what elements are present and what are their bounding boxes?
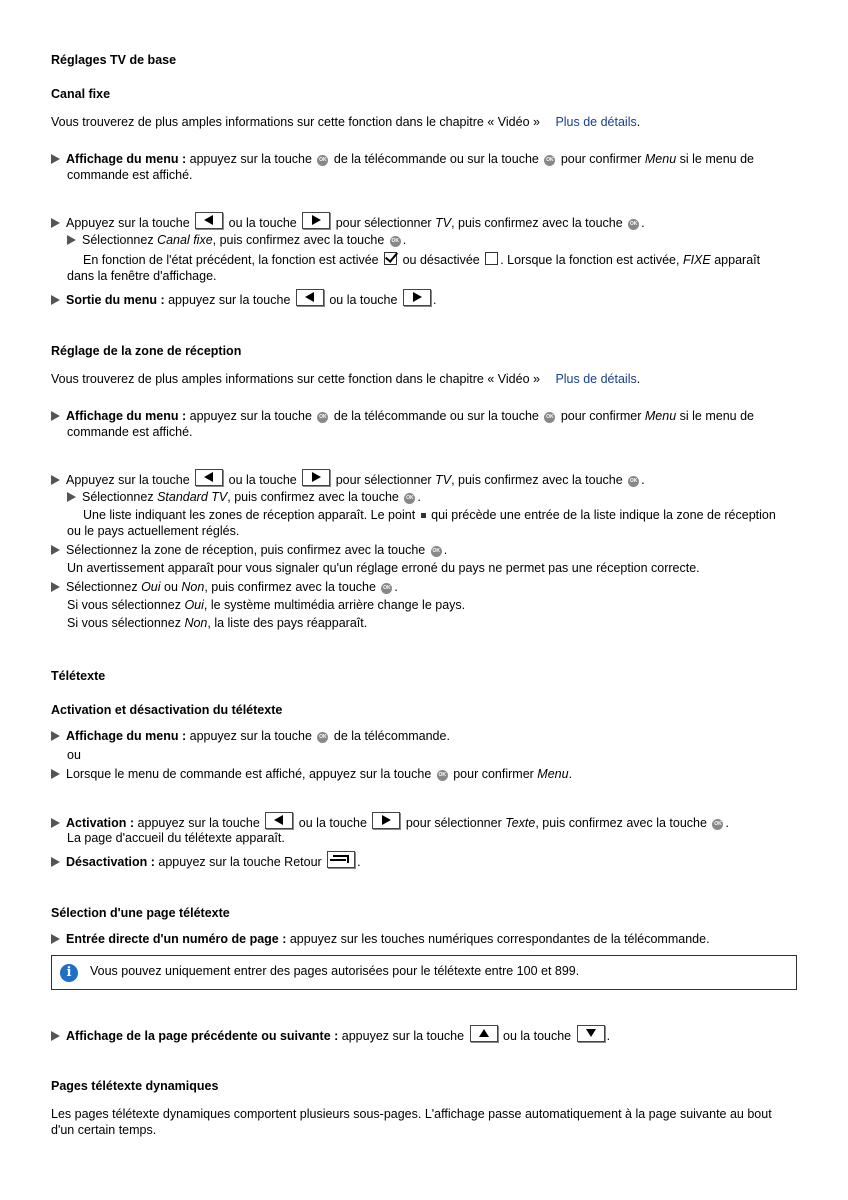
left-arrow-key-icon: [265, 812, 293, 829]
bullet-arrow-icon: [51, 475, 60, 485]
ok-button-icon: OK: [404, 493, 415, 504]
step-menu-display: Affichage du menu : appuyez sur la touche OK de la télécommande.: [51, 728, 450, 744]
right-arrow-key-icon: [302, 212, 330, 229]
ok-button-icon: OK: [628, 476, 639, 487]
left-arrow-key-icon: [296, 289, 324, 306]
more-details-link[interactable]: Plus de détails: [555, 372, 637, 386]
subsection-title: Pages télétexte dynamiques: [51, 1079, 219, 1093]
section-title: Réglage de la zone de réception: [51, 344, 242, 358]
left-arrow-key-icon: [195, 212, 223, 229]
dynamic-paragraph-continuation: d'un certain temps.: [51, 1123, 157, 1137]
ok-button-icon: OK: [317, 732, 328, 743]
right-arrow-key-icon: [372, 812, 400, 829]
ok-button-icon: OK: [712, 819, 723, 830]
step-prev-next-page: Affichage de la page précédente ou suivante : appuyez sur la touche ou la touche .: [51, 1025, 610, 1044]
bullet-arrow-icon: [51, 411, 60, 421]
ok-button-icon: OK: [431, 546, 442, 557]
up-arrow-key-icon: [470, 1025, 498, 1042]
step-menu-display: Affichage du menu : appuyez sur la touche OK de la télécommande ou sur la touche OK pour confirmer Menu si le menu de: [51, 408, 754, 424]
back-key-icon: [327, 851, 355, 868]
if-no-text: Si vous sélectionnez Non, la liste des pays réapparaît.: [67, 616, 368, 630]
bullet-arrow-icon: [51, 295, 60, 305]
section-title: Télétexte: [51, 669, 106, 683]
more-details-link[interactable]: Plus de détails: [555, 115, 637, 129]
step-exit-menu: Sortie du menu : appuyez sur la touche ou la touche .: [51, 289, 436, 308]
or-text: ou: [67, 748, 81, 762]
bullet-arrow-icon: [51, 934, 60, 944]
step-continuation: commande est affiché.: [67, 168, 193, 182]
info-box: [51, 955, 797, 990]
step-direct-entry: Entrée directe d'un numéro de page : appuyez sur les touches numériques correspondantes de la télécommande.: [51, 931, 710, 947]
bullet-arrow-icon: [51, 154, 60, 164]
warning-text: Un avertissement apparaît pour vous signaler qu'un réglage erroné du pays ne permet pas une réception correcte.: [67, 561, 700, 575]
bullet-arrow-icon: [51, 582, 60, 592]
checkbox-checked-icon: [384, 252, 397, 265]
bullet-arrow-icon: [51, 731, 60, 741]
ok-button-icon: OK: [390, 236, 401, 247]
substep-standard-tv: Sélectionnez Standard TV, puis confirmez avec la touche OK .: [67, 489, 421, 505]
ok-button-icon: OK: [544, 155, 555, 166]
bullet-arrow-icon: [51, 818, 60, 828]
bullet-arrow-icon: [51, 769, 60, 779]
step-activation: Activation : appuyez sur la touche ou la touche pour sélectionner Texte, puis confirmez avec la touche OK .: [51, 812, 729, 831]
step-yes-no: Sélectionnez Oui ou Non, puis confirmez avec la touche OK .: [51, 579, 398, 595]
state-continuation: dans la fenêtre d'affichage.: [67, 269, 217, 283]
down-arrow-key-icon: [577, 1025, 605, 1042]
ok-button-icon: OK: [317, 155, 328, 166]
checkbox-empty-icon: [485, 252, 498, 265]
bullet-arrow-icon: [67, 492, 76, 502]
section-title: Réglages TV de base: [51, 53, 177, 67]
step-menu-display: Affichage du menu : appuyez sur la touche OK de la télécommande ou sur la touche OK pour confirmer Menu si le menu de: [51, 151, 754, 167]
ok-button-icon: OK: [381, 583, 392, 594]
ok-button-icon: OK: [317, 412, 328, 423]
intro-text: Vous trouverez de plus amples informations sur cette fonction dans le chapitre « Vidéo »: [51, 115, 540, 129]
state-description: En fonction de l'état précédent, la fonction est activée ou désactivée . Lorsque la fonction est activée, FIXE apparaît: [83, 253, 761, 267]
step-deactivation: Désactivation : appuyez sur la touche Retour .: [51, 851, 361, 870]
list-continuation: ou le pays actuellement réglés.: [67, 524, 240, 538]
right-arrow-key-icon: [302, 469, 330, 486]
ok-button-icon: OK: [437, 770, 448, 781]
left-arrow-key-icon: [195, 469, 223, 486]
bullet-arrow-icon: [51, 545, 60, 555]
bullet-arrow-icon: [51, 218, 60, 228]
substep-fixed-channel: Sélectionnez Canal fixe, puis confirmez avec la touche OK .: [67, 232, 406, 248]
step-select-tv: Appuyez sur la touche ou la touche pour sélectionner TV, puis confirmez avec la touche OK .: [51, 469, 645, 488]
step-select-zone: Sélectionnez la zone de réception, puis confirmez avec la touche OK .: [51, 542, 447, 558]
step-confirm-menu: Lorsque le menu de commande est affiché, appuyez sur la touche OK pour confirmer Menu.: [51, 766, 572, 782]
step-select-tv: Appuyez sur la touche ou la touche pour sélectionner TV, puis confirmez avec la touche OK .: [51, 212, 645, 231]
subsection-title: Sélection d'une page télétexte: [51, 906, 230, 920]
info-text: Vous pouvez uniquement entrer des pages autorisées pour le télétexte entre 100 et 899.: [90, 964, 580, 978]
right-arrow-key-icon: [403, 289, 431, 306]
step-label: Affichage du menu :: [66, 152, 187, 166]
home-page-text: La page d'accueil du télétexte apparaît.: [67, 831, 285, 845]
ok-button-icon: OK: [628, 219, 639, 230]
step-continuation: commande est affiché.: [67, 425, 193, 439]
intro-paragraph: Vous trouverez de plus amples informations sur cette fonction dans le chapitre « Vidéo » Plus de détails.: [51, 372, 641, 386]
subsection-title: Canal fixe: [51, 87, 111, 101]
intro-paragraph: Vous trouverez de plus amples informations sur cette fonction dans le chapitre « Vidéo » Plus de détails.: [51, 115, 641, 129]
ok-button-icon: OK: [544, 412, 555, 423]
if-yes-text: Si vous sélectionnez Oui, le système multimédia arrière change le pays.: [67, 598, 466, 612]
subsection-title: Activation et désactivation du télétexte: [51, 703, 283, 717]
list-description: Une liste indiquant les zones de réception apparaît. Le point qui précède une entrée de la liste indique la zone de réception: [83, 508, 776, 522]
info-icon: i: [60, 964, 78, 982]
bullet-arrow-icon: [51, 1031, 60, 1041]
bullet-arrow-icon: [67, 235, 76, 245]
current-zone-dot-icon: [421, 513, 426, 518]
dynamic-paragraph: Les pages télétexte dynamiques comportent plusieurs sous-pages. L'affichage passe automatiquement à la page suivante au bout: [51, 1107, 772, 1121]
bullet-arrow-icon: [51, 857, 60, 867]
